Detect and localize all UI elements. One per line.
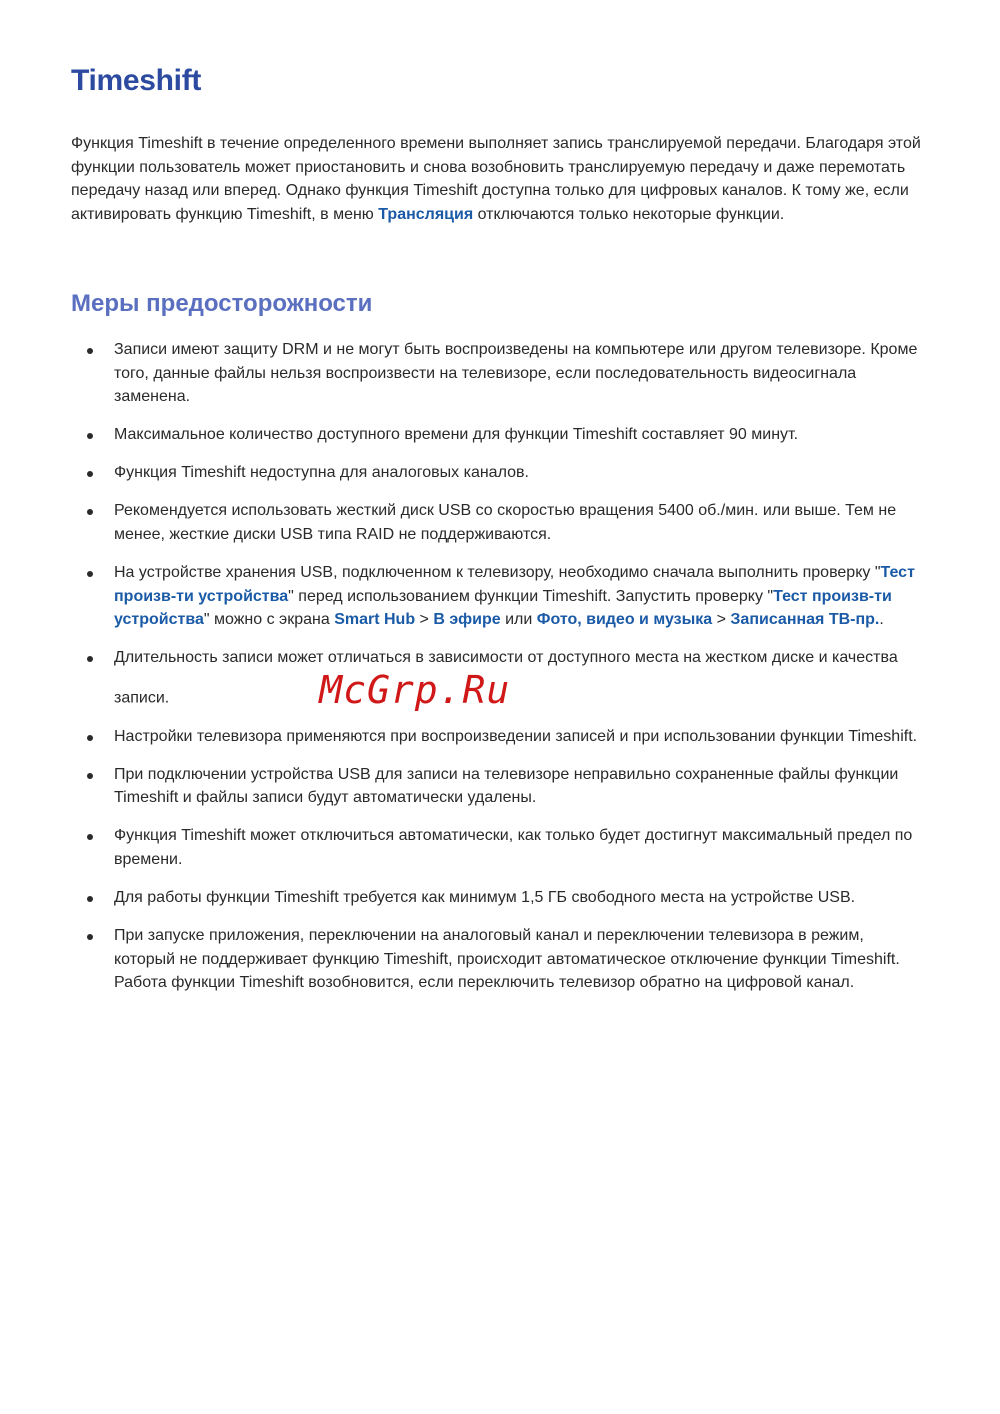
text-segment: Рекомендуется использовать жесткий диск USB со скоростью вращения 5400 об./мин. или выше. Тем не менее, жесткие диски USB типа RAID не поддерживаются.	[114, 502, 897, 544]
list-item	[86, 338, 926, 409]
text-segment: Настройки телевизора применяются при воспроизведении записей и при использовании функции Timeshift.	[114, 727, 918, 745]
text-segment: При подключении устройства USB для записи на телевизоре неправильно сохраненные файлы функции Timeshift и файлы записи будут автоматически удалены.	[114, 765, 899, 807]
text-segment: При запуске приложения, переключении на аналоговый канал и переключении телевизора в режим, который не поддерживает функцию Timeshift, происходит автоматическое отключение функции Timeshift. Работа функции Timeshift возобновится, если переключить телевизор обратно на цифровой канал.	[114, 927, 900, 992]
section-title-precautions: Меры предосторожности	[71, 290, 373, 317]
text-segment: На устройстве хранения USB, подключенном к телевизору, необходимо сначала выполнить проверку "	[114, 564, 881, 582]
text-segment: Функция Timeshift может отключиться автоматически, как только будет достигнут максимальный предел по времени.	[114, 827, 913, 868]
text-segment: отключаются только некоторые функции.	[473, 205, 785, 223]
text-segment: Функция Timeshift недоступна для аналоговых каналов.	[114, 464, 529, 482]
list-item	[86, 924, 926, 995]
text-segment: .	[879, 611, 884, 629]
page-title: Timeshift	[71, 64, 202, 97]
menu-path-link[interactable]: В эфире	[433, 611, 501, 629]
menu-path-link[interactable]: Записанная ТВ-пр.	[730, 611, 880, 629]
menu-path-link[interactable]: Фото, видео и музыка	[536, 611, 713, 629]
list-item	[86, 824, 926, 871]
text-segment: Длительность записи может отличаться в зависимости от доступного места на жестком диске и качества записи.	[114, 649, 898, 707]
watermark: McGrp.Ru	[319, 668, 511, 713]
list-item	[86, 886, 926, 910]
list-item	[86, 725, 926, 749]
text-segment: >	[712, 611, 731, 629]
list-item	[86, 461, 926, 485]
menu-path-link[interactable]: Smart Hub	[334, 611, 416, 629]
menu-path-link[interactable]: Трансляция	[378, 205, 474, 223]
text-segment: или	[500, 611, 537, 629]
list-item	[86, 763, 926, 810]
list-item	[86, 423, 926, 447]
list-item	[86, 561, 926, 632]
text-segment: Для работы функции Timeshift требуется как минимум 1,5 ГБ свободного места на устройстве USB.	[114, 889, 856, 906]
list-item	[86, 499, 926, 546]
list-item	[86, 646, 926, 713]
text-segment: " перед использованием функции Timeshift. Запустить проверку "	[288, 587, 774, 605]
menu-path-link[interactable]: Тест произв-ти устройства	[114, 587, 892, 629]
text-segment: Функция Timeshift в течение определенного времени выполняет запись транслируемой передачи. Благодаря этой функции пользователь может приостановить и снова возобновить транслируемую передачу и даже перемотать передачу назад или вперед. Однако функция Timeshift доступна только для цифровых каналов. К тому же, если активировать функцию Timeshift, в меню	[71, 135, 921, 223]
text-segment: >	[415, 611, 434, 629]
text-segment: " можно с экрана	[203, 611, 335, 629]
menu-path-link[interactable]: Тест произв-ти устройства	[114, 564, 915, 605]
text-segment: Максимальное количество доступного времени для функции Timeshift составляет 90 минут.	[114, 426, 799, 444]
intro-paragraph	[71, 132, 921, 226]
text-segment: Записи имеют защиту DRM и не могут быть воспроизведены на компьютере или другом телевизоре. Кроме того, данные файлы нельзя воспроизвести на телевизоре, если последовательность видеосигнала заменена.	[114, 341, 918, 406]
precautions-list	[86, 338, 926, 1009]
